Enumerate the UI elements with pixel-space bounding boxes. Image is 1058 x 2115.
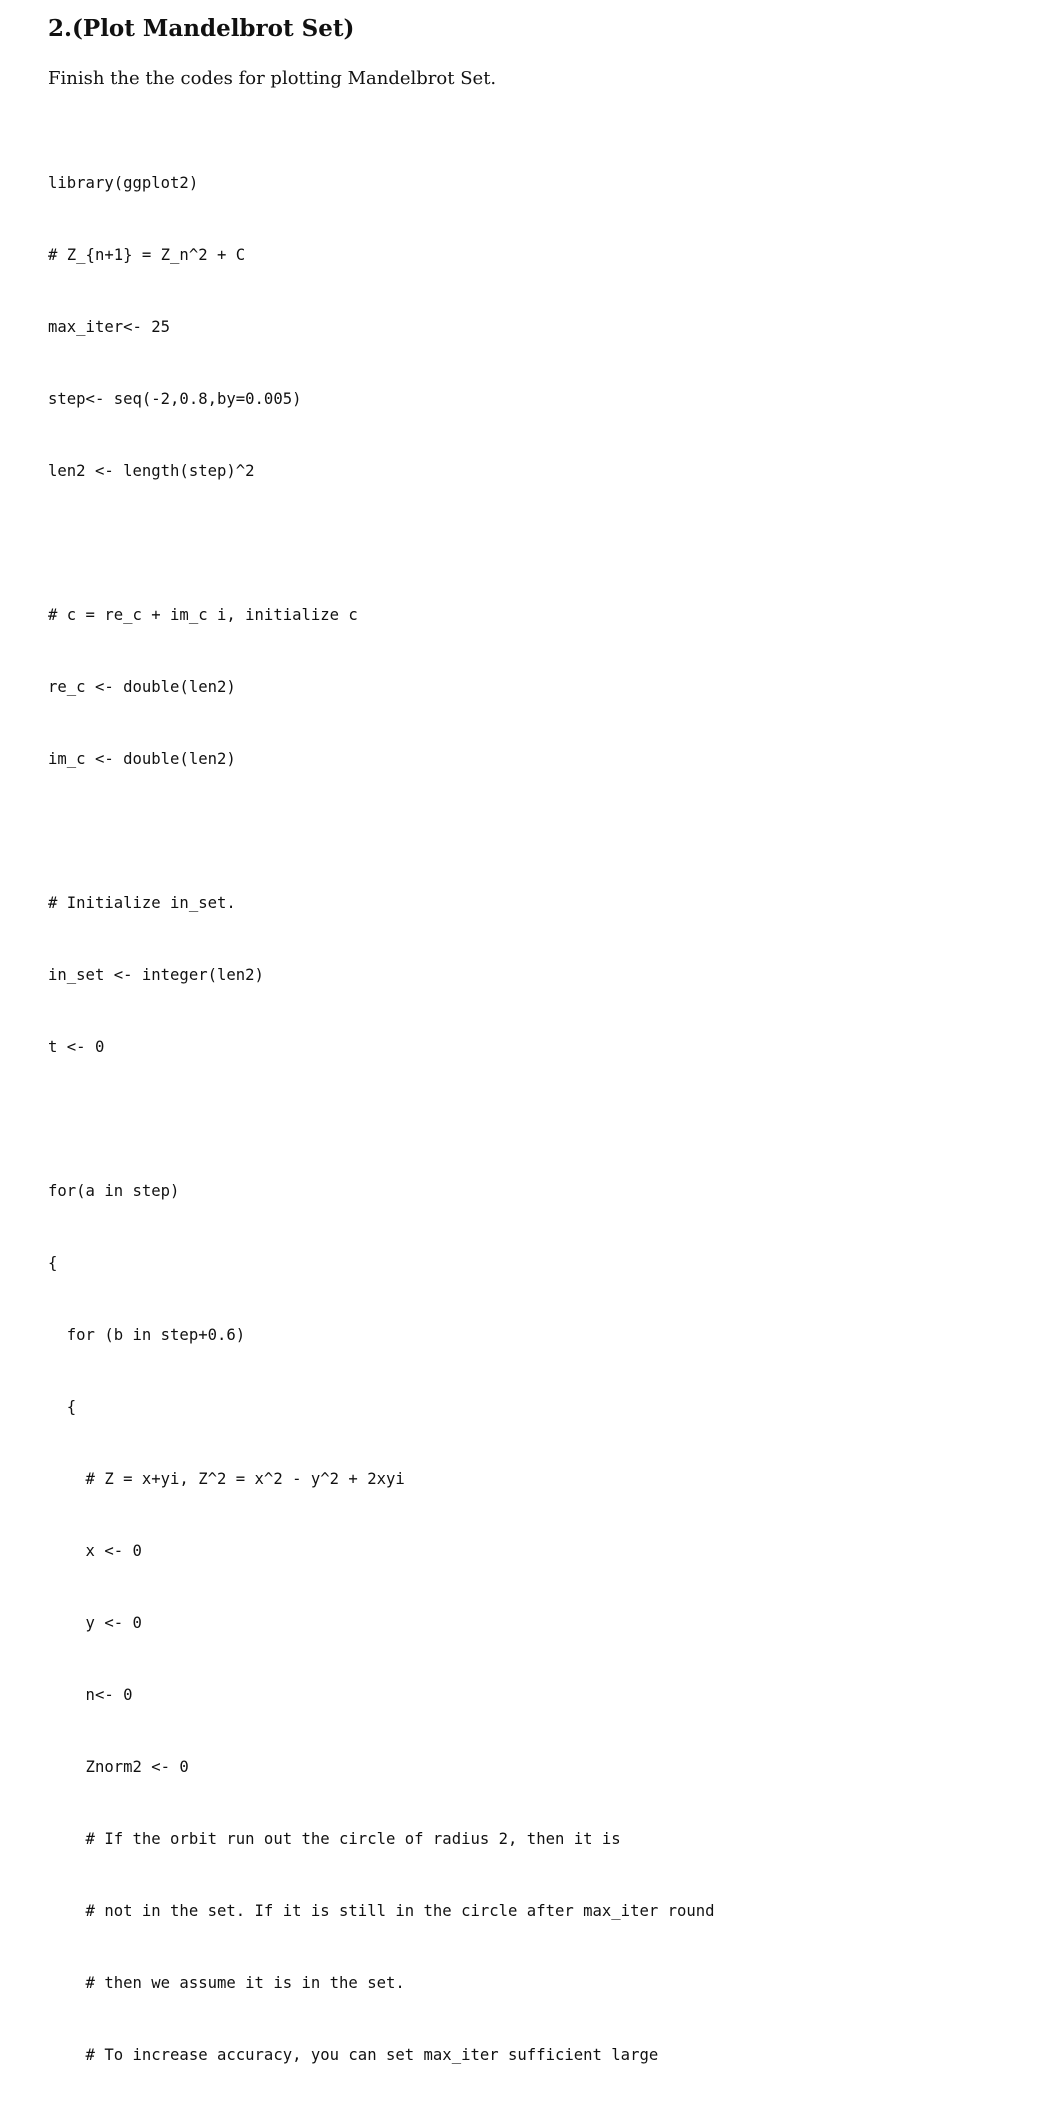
instruction-text: Finish the the codes for plotting Mandelbrot Set. (48, 68, 497, 89)
code-line: n<- 0 (48, 1686, 133, 1704)
code-line: # Z_{n+1} = Z_n^2 + C (48, 246, 246, 264)
code-line-library: library(ggplot2) (48, 174, 199, 192)
code-line-blank (48, 531, 715, 555)
code-line: # If the orbit run out the circle of radius 2, then it is (48, 1830, 621, 1848)
code-line: in_set <- integer(len2) (48, 966, 264, 984)
code-line: y <- 0 (48, 1614, 142, 1632)
section-heading: 2.(Plot Mandelbrot Set) (48, 15, 355, 42)
code-line: x <- 0 (48, 1542, 142, 1560)
code-line-blank (48, 1107, 715, 1131)
code-line: for (b in step+0.6) (48, 1326, 246, 1344)
code-line: for(a in step) (48, 1182, 180, 1200)
code-line: Znorm2 <- 0 (48, 1758, 189, 1776)
code-line: # To increase accuracy, you can set max_iter sufficient large (48, 2046, 659, 2064)
code-line: { (48, 1398, 77, 1416)
code-line: t <- 0 (48, 1038, 105, 1056)
code-line: # c = re_c + im_c i, initialize c (48, 606, 358, 624)
code-line: # then we assume it is in the set. (48, 1974, 405, 1992)
code-line: # not in the set. If it is still in the circle after max_iter round (48, 1902, 715, 1920)
code-line: len2 <- length(step)^2 (48, 462, 255, 480)
code-line: # Z = x+yi, Z^2 = x^2 - y^2 + 2xyi (48, 1470, 405, 1488)
code-line: # Initialize in_set. (48, 894, 236, 912)
code-line: max_iter<- 25 (48, 318, 171, 336)
code-line: im_c <- double(len2) (48, 750, 236, 768)
code-line: re_c <- double(len2) (48, 678, 236, 696)
code-line-blank (48, 819, 715, 843)
code-line: step<- seq(-2,0.8,by=0.005) (48, 390, 302, 408)
main-code-block (48, 195, 715, 2115)
code-line: { (48, 1254, 58, 1272)
